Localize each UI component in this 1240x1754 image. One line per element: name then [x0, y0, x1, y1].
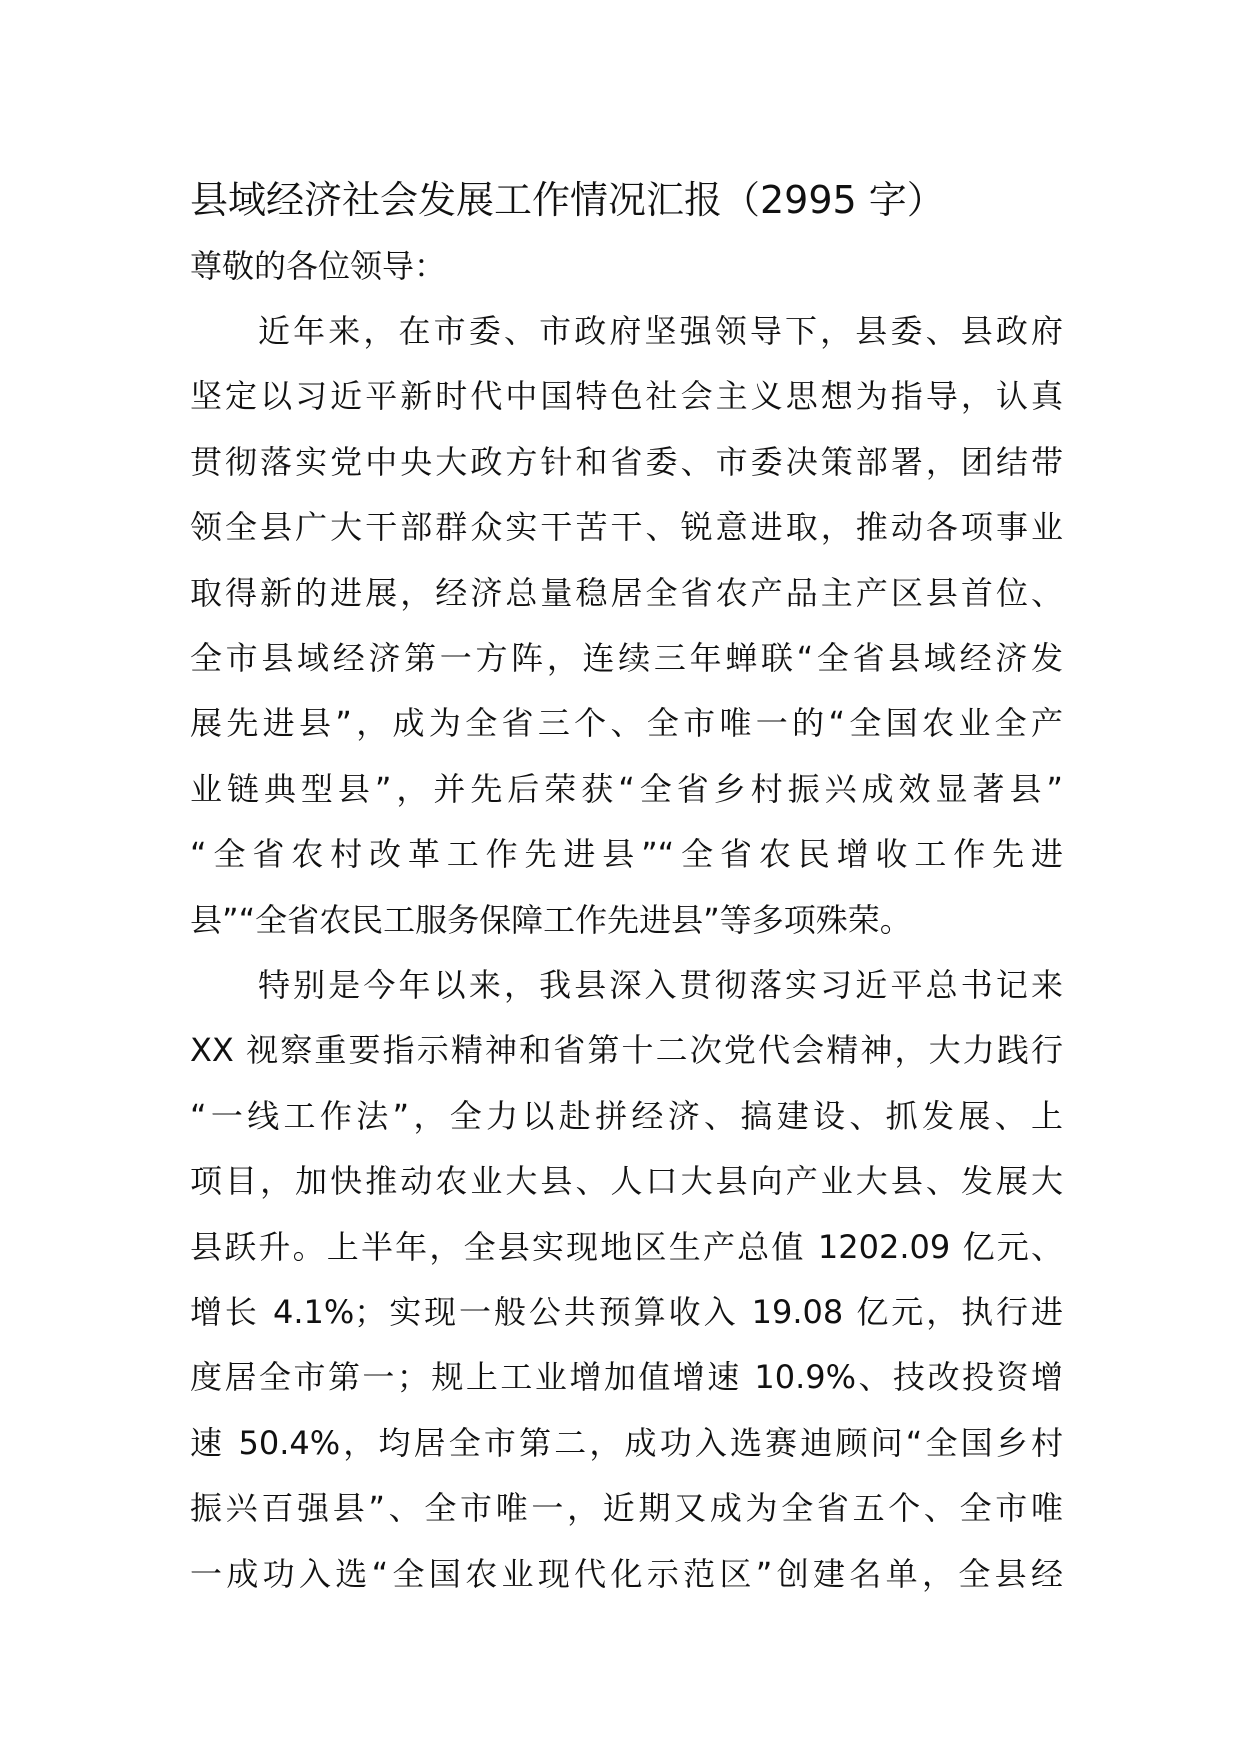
text-line: 展先进县”，成为全省三个、全市唯一的“全国农业全产 [190, 704, 1063, 743]
document-title: 县域经济社会发展工作情况汇报（2995 字） [190, 178, 945, 222]
text-line: 全市县域经济第一方阵，连续三年蝉联“全省县域经济发 [190, 638, 1063, 677]
text-line: 贯彻落实党中央大政方针和省委、市委决策部署，团结带 [190, 442, 1063, 481]
text-line: 领全县广大干部群众实干苦干、锐意进取，推动各项事业 [190, 508, 1063, 547]
text-line: “一线工作法”，全力以赴拼经济、搞建设、抓发展、上 [190, 1096, 1063, 1135]
text-line: 近年来，在市委、市政府坚强领导下，县委、县政府 [258, 312, 1063, 350]
text-line: 坚定以习近平新时代中国特色社会主义思想为指导，认真 [190, 377, 1063, 416]
text-line: 一成功入选“全国农业现代化示范区”创建名单，全县经 [190, 1554, 1063, 1593]
text-line: 取得新的进展，经济总量稳居全省农产品主产区县首位、 [190, 573, 1063, 612]
text-line: 县”“全省农民工服务保障工作先进县”等多项殊荣。 [190, 900, 912, 939]
text-line: 速 50.4%，均居全市第二，成功入选赛迪顾问“全国乡村 [190, 1423, 1063, 1462]
text-line: 项目，加快推动农业大县、人口大县向产业大县、发展大 [190, 1162, 1063, 1201]
text-line: 业链典型县”，并先后荣获“全省乡村振兴成效显著县” [190, 769, 1063, 808]
text-line: XX 视察重要指示精神和省第十二次党代会精神，大力践行 [190, 1031, 1063, 1070]
paragraph-2 [190, 963, 1063, 1617]
text-line: 增长 4.1%；实现一般公共预算收入 19.08 亿元，执行进 [190, 1292, 1063, 1331]
text-line: “全省农村改革工作先进县”“全省农民增收工作先进 [190, 835, 1063, 874]
text-line: 度居全市第一；规上工业增加值增速 10.9%、技改投资增 [190, 1358, 1063, 1397]
text-line: 振兴百强县”、全市唯一，近期又成为全省五个、全市唯 [190, 1489, 1063, 1528]
paragraph-1 [190, 309, 1063, 963]
text-line: 特别是今年以来，我县深入贯彻落实习近平总书记来 [258, 966, 1063, 1004]
salutation: 尊敬的各位领导： [190, 247, 447, 285]
text-line: 县跃升。上半年，全县实现地区生产总值 1202.09 亿元、 [190, 1227, 1063, 1266]
